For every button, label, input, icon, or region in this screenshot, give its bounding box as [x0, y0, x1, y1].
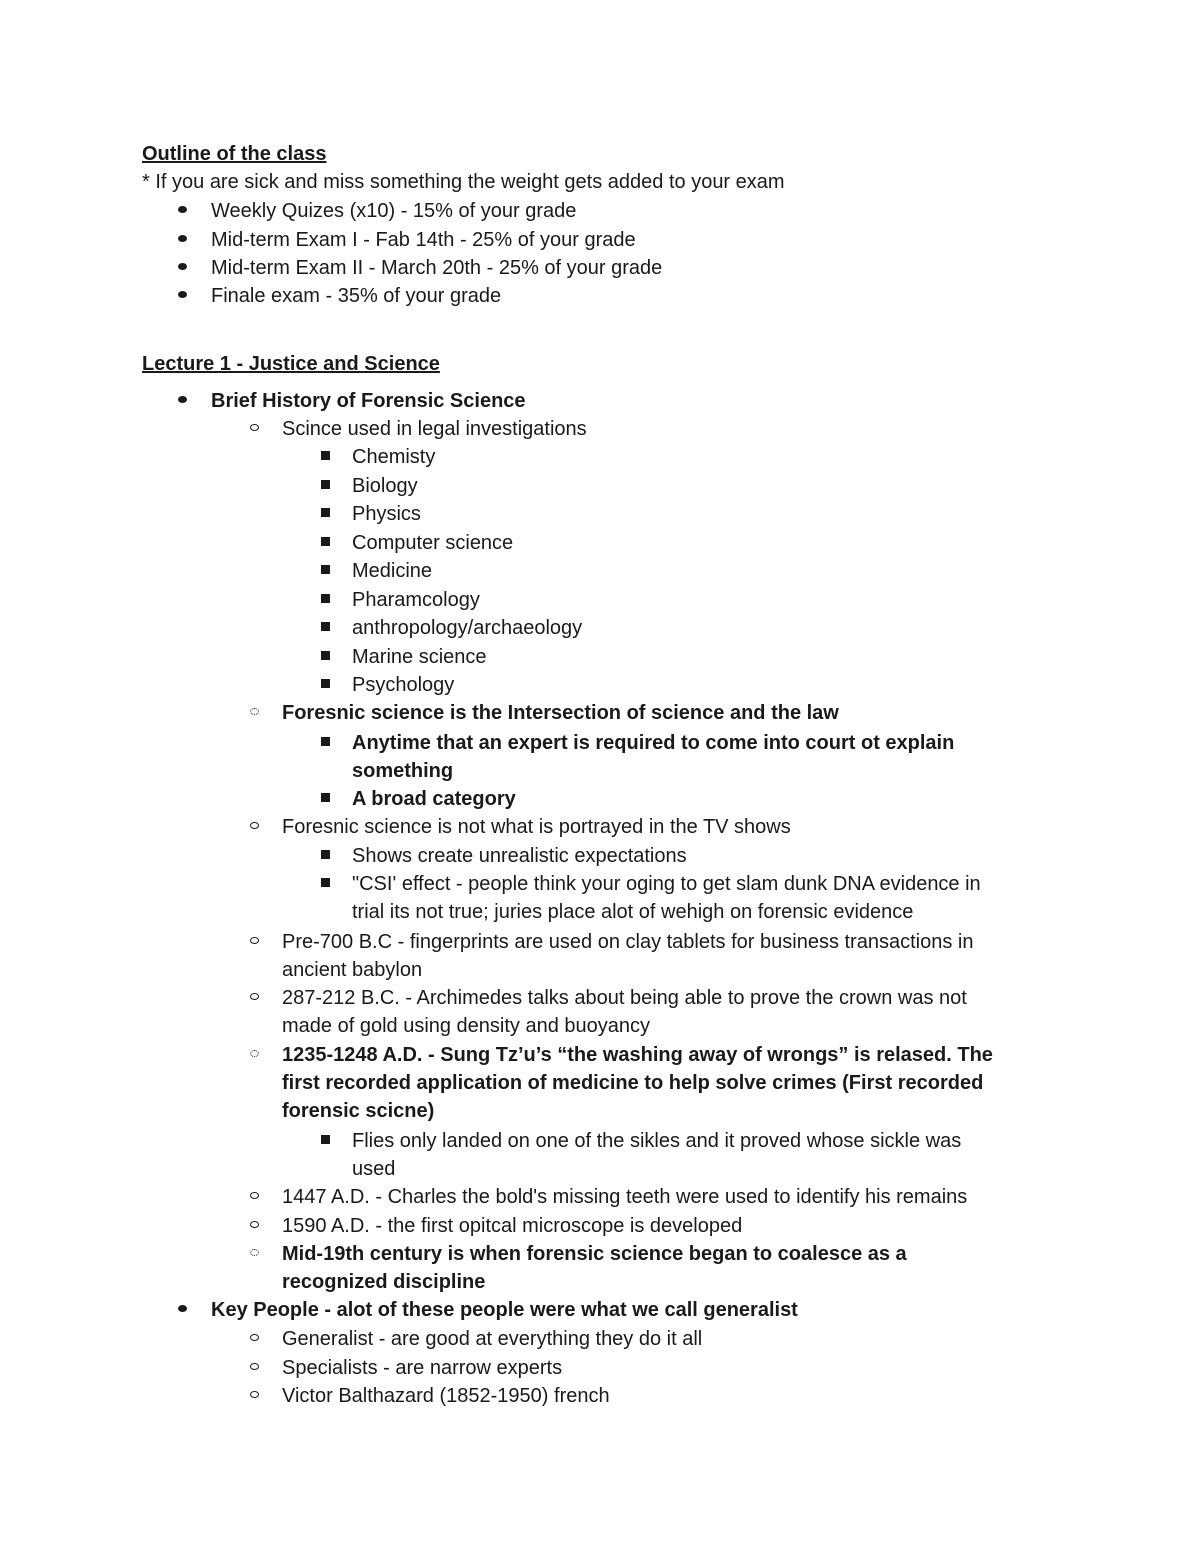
field-item: Psychology	[352, 674, 455, 696]
square-bullet-icon	[315, 500, 335, 528]
flies-point-line1: Flies only landed on one of the sikles and it proved whose sickle was	[352, 1130, 962, 1152]
generalist-point: Generalist - are good at everything they do it all	[282, 1328, 703, 1350]
pre700-point-line1: Pre-700 B.C - fingerprints are used on clay tablets for business transactions in	[282, 931, 974, 953]
sung-point-line3: forensic scicne)	[282, 1100, 435, 1122]
disc-bullet-icon	[172, 1296, 192, 1324]
intersection-point: Foresnic science is the Intersection of science and the law	[282, 702, 839, 724]
outline-item-midterm-1: Mid-term Exam I - Fab 14th - 25% of your grade	[211, 229, 636, 251]
mid19-point-line2: recognized discipline	[282, 1271, 486, 1293]
outline-note: * If you are sick and miss something the weight gets added to your exam	[142, 171, 785, 193]
disc-bullet-icon	[172, 254, 192, 282]
square-bullet-icon	[315, 443, 335, 471]
circle-bullet-icon	[244, 813, 264, 841]
charles-point: 1447 A.D. - Charles the bold's missing teeth were used to identify his remains	[282, 1186, 968, 1208]
disc-bullet-icon	[172, 226, 192, 254]
csi-point-line2: trial its not true; juries place alot of wehigh on forensic evidence	[352, 901, 914, 923]
disc-bullet-icon	[172, 197, 192, 225]
field-item: Computer science	[352, 532, 514, 554]
expert-point-line2: something	[352, 760, 454, 782]
specialists-point: Specialists - are narrow experts	[282, 1357, 563, 1379]
dotted-circle-bullet-icon	[244, 699, 264, 727]
square-bullet-icon	[315, 729, 335, 757]
flies-point-line2: used	[352, 1158, 396, 1180]
victor-point: Victor Balthazard (1852-1950) french	[282, 1385, 610, 1407]
field-item: Biology	[352, 475, 418, 497]
circle-bullet-icon	[244, 1183, 264, 1211]
square-bullet-icon	[315, 529, 335, 557]
outline-item-quizzes: Weekly Quizes (x10) - 15% of your grade	[211, 200, 577, 222]
circle-bullet-icon	[244, 1212, 264, 1240]
circle-bullet-icon	[244, 415, 264, 443]
circle-bullet-icon	[244, 1354, 264, 1382]
circle-bullet-icon	[244, 984, 264, 1012]
disc-bullet-icon	[172, 282, 192, 310]
field-item: Medicine	[352, 560, 433, 582]
dotted-circle-bullet-icon	[244, 1041, 264, 1069]
circle-bullet-icon	[244, 1382, 264, 1410]
square-bullet-icon	[315, 1127, 335, 1155]
field-item: Physics	[352, 503, 421, 525]
square-bullet-icon	[315, 870, 335, 898]
outline-item-final: Finale exam - 35% of your grade	[211, 285, 502, 307]
field-item: Pharamcology	[352, 589, 480, 611]
pre700-point-line2: ancient babylon	[282, 959, 423, 981]
broad-category-point: A broad category	[352, 788, 516, 810]
sung-point-line2: first recorded application of medicine to help solve crimes (First recorded	[282, 1072, 984, 1094]
square-bullet-icon	[315, 643, 335, 671]
microscope-point: 1590 A.D. - the first opitcal microscope is developed	[282, 1215, 743, 1237]
csi-point-line1: "CSI' effect - people think your oging to get slam dunk DNA evidence in	[352, 873, 981, 895]
science-used: Scince used in legal investigations	[282, 418, 587, 440]
dotted-circle-bullet-icon	[244, 1240, 264, 1268]
sung-point-line1: 1235-1248 A.D. - Sung Tz’u’s “the washing away of wrongs” is relased. The	[282, 1044, 993, 1066]
square-bullet-icon	[315, 614, 335, 642]
square-bullet-icon	[315, 671, 335, 699]
key-people-title: Key People - alot of these people were what we call generalist	[211, 1299, 798, 1321]
expert-point-line1: Anytime that an expert is required to come into court ot explain	[352, 732, 955, 754]
tv-point: Foresnic science is not what is portrayed in the TV shows	[282, 816, 791, 838]
field-item: anthropology/archaeology	[352, 617, 583, 639]
mid19-point-line1: Mid-19th century is when forensic science began to coalesce as a	[282, 1243, 907, 1265]
field-item: Chemisty	[352, 446, 436, 468]
square-bullet-icon	[315, 557, 335, 585]
circle-bullet-icon	[244, 1325, 264, 1353]
lecture1-heading: Lecture 1 - Justice and Science	[142, 353, 440, 375]
square-bullet-icon	[315, 586, 335, 614]
field-item: Marine science	[352, 646, 487, 668]
circle-bullet-icon	[244, 928, 264, 956]
archimedes-point-line2: made of gold using density and buoyancy	[282, 1015, 651, 1037]
square-bullet-icon	[315, 842, 335, 870]
history-title: Brief History of Forensic Science	[211, 390, 526, 412]
unrealistic-point: Shows create unrealistic expectations	[352, 845, 687, 867]
square-bullet-icon	[315, 785, 335, 813]
outline-item-midterm-2: Mid-term Exam II - March 20th - 25% of your grade	[211, 257, 663, 279]
disc-bullet-icon	[172, 387, 192, 415]
outline-heading: Outline of the class	[142, 143, 327, 165]
square-bullet-icon	[315, 472, 335, 500]
archimedes-point-line1: 287-212 B.C. - Archimedes talks about being able to prove the crown was not	[282, 987, 967, 1009]
